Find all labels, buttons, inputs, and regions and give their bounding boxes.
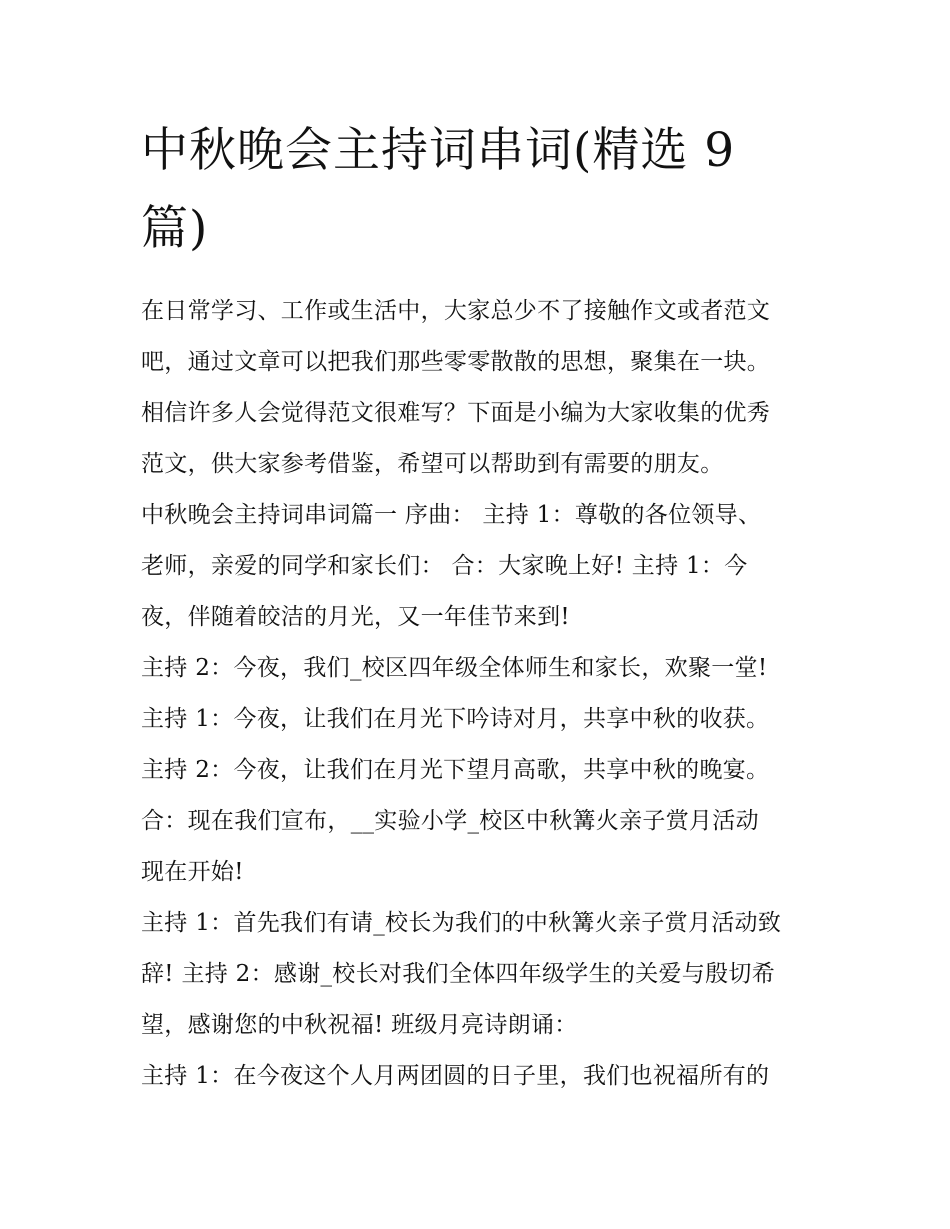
text-line: 现在开始! [141,859,244,885]
title-line: 篇) [141,201,209,256]
text-line: 相信许多人会觉得范文很难写？下面是小编为大家收集的优秀 [141,400,771,426]
text-line: 范文，供大家参考借鉴，希望可以帮助到有需要的朋友。 [141,451,724,477]
text-line: 主持 2：今夜，我们_校区四年级全体师生和家长，欢聚一堂! [141,655,768,681]
title-line: 中秋晚会主持词串词(精选 9 [141,123,736,178]
document-body [141,286,821,1102]
document-title [141,112,821,268]
text-line: 主持 1：今夜，让我们在月光下吟诗对月，共享中秋的收获。 [141,706,770,732]
text-line: 合：现在我们宣布，__实验小学_校区中秋篝火亲子赏月活动 [141,808,759,834]
text-line: 在日常学习、工作或生活中，大家总少不了接触作文或者范文 [141,298,771,324]
text-line: 中秋晚会主持词串词篇一 序曲： 主持 1：尊敬的各位领导、 [141,502,762,528]
text-line: 主持 1：在今夜这个人月两团圆的日子里，我们也祝福所有的 [141,1063,770,1089]
text-line: 主持 1：首先我们有请_校长为我们的中秋篝火亲子赏月活动致 [141,910,782,936]
text-line: 吧，通过文章可以把我们那些零零散散的思想，聚集在一块。 [141,349,771,375]
text-line: 主持 2：今夜，让我们在月光下望月高歌，共享中秋的晚宴。 [141,757,770,783]
text-line: 夜，伴随着皎洁的月光，又一年佳节来到! [141,604,570,630]
text-line: 辞! 主持 2：感谢_校长对我们全体四年级学生的关爱与殷切希 [141,961,775,987]
text-line: 老师，亲爱的同学和家长们： 合：大家晚上好! 主持 1：今 [141,553,748,579]
document-content [141,112,821,1102]
text-line: 望，感谢您的中秋祝福! 班级月亮诗朗诵： [141,1012,578,1038]
